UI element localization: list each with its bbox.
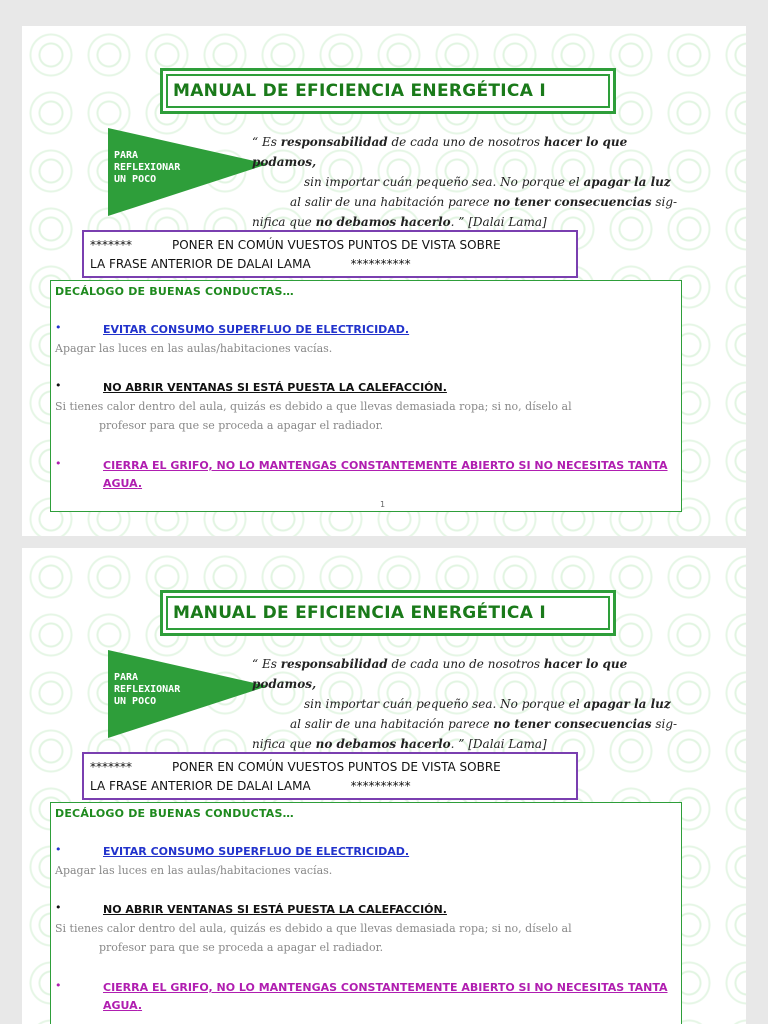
decalogo-title: DECÁLOGO DE BUENAS CONDUCTAS… (55, 807, 294, 820)
decalogo-box (50, 280, 682, 512)
bullet-icon: • (55, 901, 62, 914)
bullet-icon: • (55, 843, 62, 856)
item-title: NO ABRIR VENTANAS SI ESTÁ PUESTA LA CALEFACCIÓN. (103, 903, 447, 916)
item-title[interactable]: CIERRA EL GRIFO, NO LO MANTENGAS CONSTANTEMENTE ABIERTO SI NO NECESITAS TANTA AGUA. (103, 981, 668, 1012)
discussion-task-box (82, 752, 578, 800)
dalai-lama-quote: “ Es responsabilidad de cada uno de nosotros hacer lo que podamos, sin importar cuán pequeño sea. No porque el apagar la luz al salir de una habitación parece no tener consecuencias sig- nifica que no debamos hacerlo. ” [Dalai Lama] (252, 657, 678, 751)
decalogo-box (50, 802, 682, 1024)
bullet-icon: • (55, 379, 62, 392)
list-item (55, 321, 677, 358)
page-number: 1 (380, 500, 386, 509)
pennant-label: PARA REFLEXIONAR UN POCO (114, 150, 181, 185)
task-stars-left: ******* (90, 760, 132, 774)
bullet-icon: • (55, 321, 62, 334)
task-line-2: LA FRASE ANTERIOR DE DALAI LAMA (90, 257, 311, 271)
list-item (55, 979, 677, 1015)
item-description: Si tienes calor dentro del aula, quizás es debido a que llevas demasiada ropa; si no, díselo al profesor para que se proceda a apagar el radiador. (55, 400, 572, 432)
title-box (160, 68, 616, 114)
item-description: Si tienes calor dentro del aula, quizás es debido a que llevas demasiada ropa; si no, díselo al profesor para que se proceda a apagar el radiador. (55, 922, 572, 954)
task-line-1: PONER EN COMÚN VUESTOS PUNTOS DE VISTA SOBRE (172, 238, 501, 252)
list-item (55, 843, 677, 880)
discussion-task-box (82, 230, 578, 278)
title-box (160, 590, 616, 636)
bullet-icon: • (55, 457, 62, 470)
item-description: Apagar las luces en las aulas/habitaciones vacías. (55, 342, 333, 355)
bullet-icon: • (55, 979, 62, 992)
document-page-2 (22, 548, 746, 1024)
item-description: Apagar las luces en las aulas/habitaciones vacías. (55, 864, 333, 877)
document-page-1 (22, 26, 746, 536)
task-stars-right: ********** (350, 779, 411, 793)
item-title: NO ABRIR VENTANAS SI ESTÁ PUESTA LA CALEFACCIÓN. (103, 381, 447, 394)
task-line-2: LA FRASE ANTERIOR DE DALAI LAMA (90, 779, 311, 793)
item-title[interactable]: EVITAR CONSUMO SUPERFLUO DE ELECTRICIDAD. (103, 845, 410, 858)
item-title[interactable]: EVITAR CONSUMO SUPERFLUO DE ELECTRICIDAD. (103, 323, 410, 336)
list-item (55, 379, 677, 435)
list-item (55, 901, 677, 957)
manual-title: MANUAL DE EFICIENCIA ENERGÉTICA I (173, 603, 547, 623)
item-title[interactable]: CIERRA EL GRIFO, NO LO MANTENGAS CONSTANTEMENTE ABIERTO SI NO NECESITAS TANTA AGUA. (103, 459, 668, 490)
pennant-label: PARA REFLEXIONAR UN POCO (114, 672, 181, 707)
task-stars-right: ********** (350, 257, 411, 271)
manual-title: MANUAL DE EFICIENCIA ENERGÉTICA I (173, 81, 547, 101)
dalai-lama-quote: “ Es responsabilidad de cada uno de nosotros hacer lo que podamos, sin importar cuán pequeño sea. No porque el apagar la luz al salir de una habitación parece no tener consecuencias sig- nifica que no debamos hacerlo. ” [Dalai Lama] (252, 135, 678, 229)
decalogo-title: DECÁLOGO DE BUENAS CONDUCTAS… (55, 285, 294, 298)
task-line-1: PONER EN COMÚN VUESTOS PUNTOS DE VISTA SOBRE (172, 760, 501, 774)
list-item (55, 457, 677, 493)
task-stars-left: ******* (90, 238, 132, 252)
